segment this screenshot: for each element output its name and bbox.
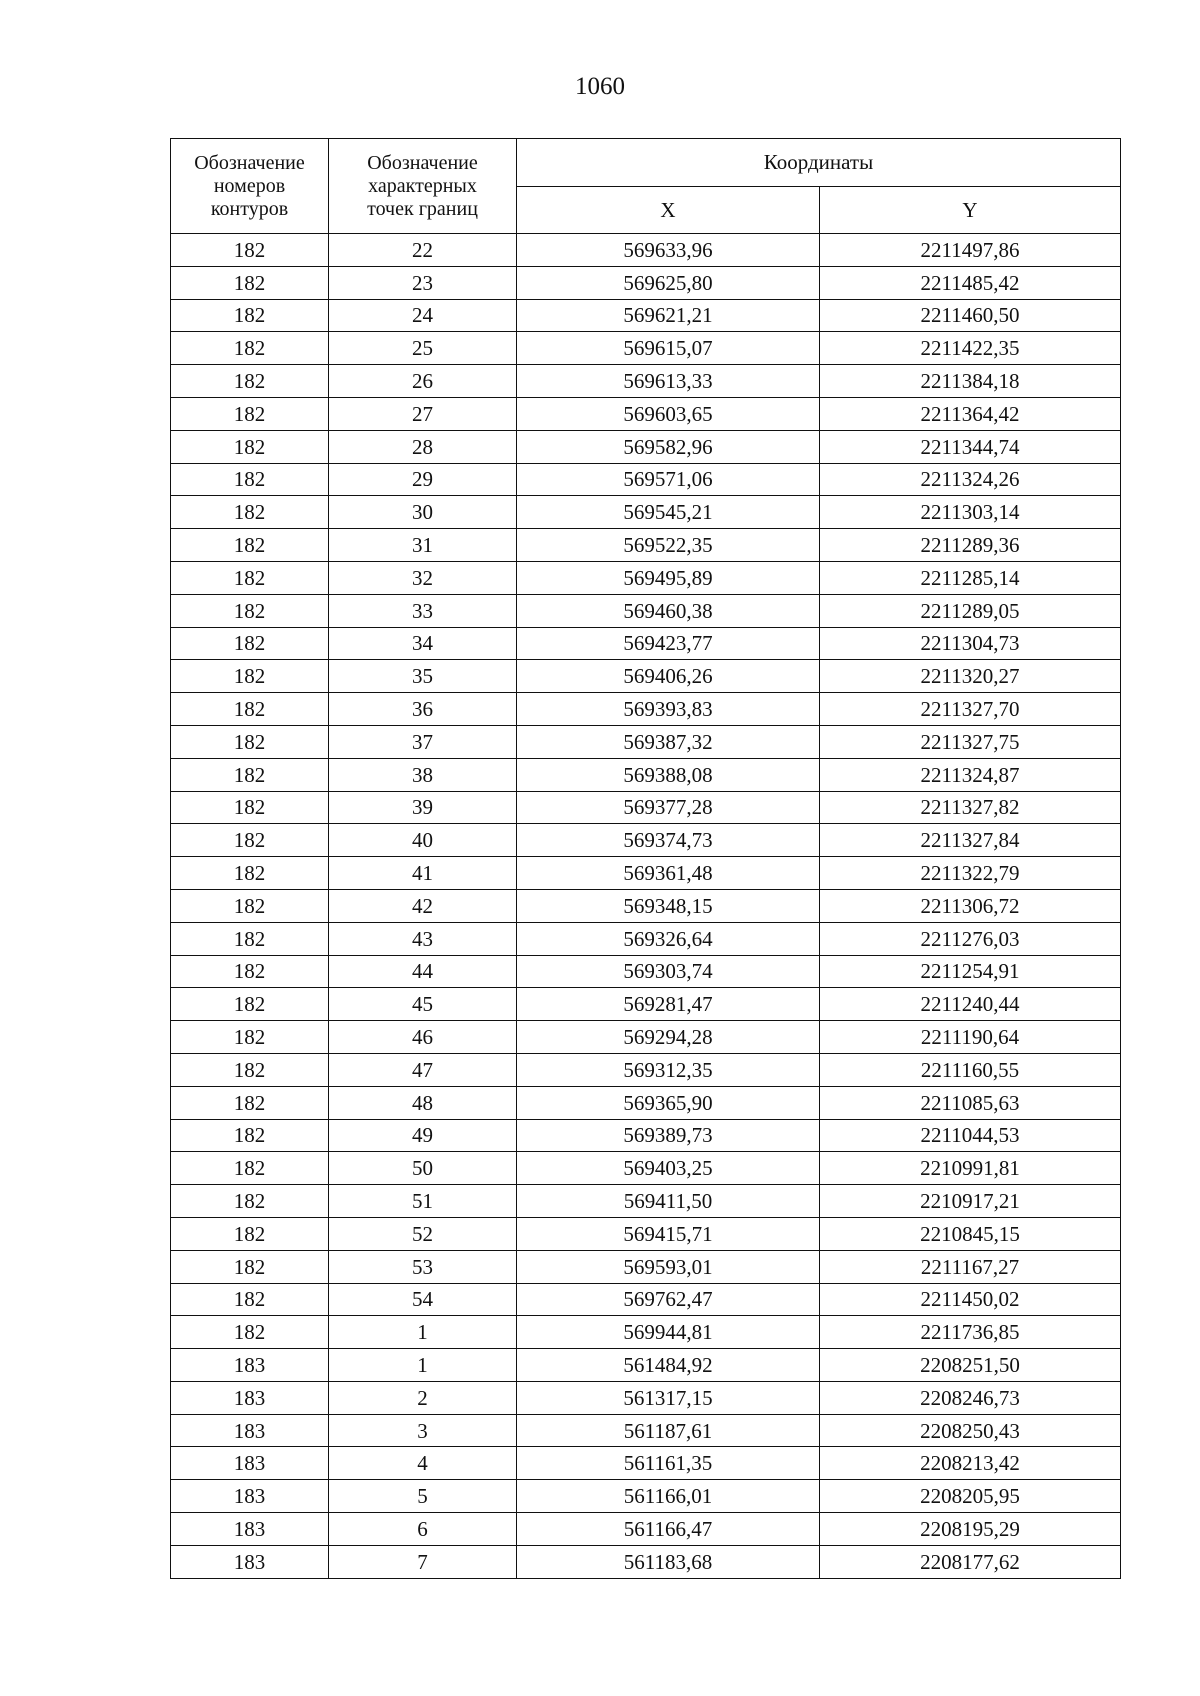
cell-x-coordinate: 569495,89 [517,561,820,594]
cell-point-number: 27 [329,397,517,430]
cell-point-number: 1 [329,1316,517,1349]
table-row [171,1381,1121,1414]
cell-contour-number: 182 [171,824,329,857]
table-row [171,725,1121,758]
table-row [171,332,1121,365]
cell-y-coordinate: 2208250,43 [820,1414,1121,1447]
cell-y-coordinate: 2211736,85 [820,1316,1121,1349]
cell-x-coordinate: 569762,47 [517,1283,820,1316]
table-row [171,627,1121,660]
cell-contour-number: 182 [171,955,329,988]
cell-x-coordinate: 569406,26 [517,660,820,693]
table-row [171,857,1121,890]
cell-y-coordinate: 2208213,42 [820,1447,1121,1480]
cell-contour-number: 182 [171,758,329,791]
cell-contour-number: 182 [171,1316,329,1349]
cell-x-coordinate: 569294,28 [517,1021,820,1054]
cell-point-number: 1 [329,1349,517,1382]
cell-contour-number: 182 [171,529,329,562]
cell-x-coordinate: 569326,64 [517,922,820,955]
table-row [171,693,1121,726]
cell-point-number: 39 [329,791,517,824]
cell-x-coordinate: 569593,01 [517,1250,820,1283]
cell-point-number: 26 [329,365,517,398]
cell-x-coordinate: 569603,65 [517,397,820,430]
table-row [171,397,1121,430]
table-row [171,1513,1121,1546]
table-row [171,1021,1121,1054]
cell-point-number: 6 [329,1513,517,1546]
cell-y-coordinate: 2211450,02 [820,1283,1121,1316]
cell-contour-number: 182 [171,299,329,332]
table-row [171,1316,1121,1349]
cell-x-coordinate: 569361,48 [517,857,820,890]
cell-point-number: 5 [329,1480,517,1513]
cell-point-number: 23 [329,266,517,299]
table-header [171,139,1121,234]
table-row [171,594,1121,627]
table-row [171,365,1121,398]
cell-contour-number: 182 [171,1021,329,1054]
cell-point-number: 2 [329,1381,517,1414]
table-row [171,824,1121,857]
cell-x-coordinate: 561183,68 [517,1545,820,1578]
cell-contour-number: 182 [171,266,329,299]
cell-x-coordinate: 569621,21 [517,299,820,332]
cell-y-coordinate: 2211276,03 [820,922,1121,955]
header-points-line-1: Обозначение [367,151,478,174]
table-row [171,660,1121,693]
cell-point-number: 3 [329,1414,517,1447]
cell-contour-number: 182 [171,365,329,398]
cell-y-coordinate: 2211322,79 [820,857,1121,890]
cell-point-number: 32 [329,561,517,594]
cell-contour-number: 182 [171,988,329,1021]
header-contour-line-2: номеров [213,174,286,197]
header-y: Y [820,187,1121,234]
cell-x-coordinate: 569633,96 [517,234,820,267]
header-contour-numbers [171,139,329,234]
cell-y-coordinate: 2211254,91 [820,955,1121,988]
cell-y-coordinate: 2211085,63 [820,1086,1121,1119]
cell-contour-number: 182 [171,1119,329,1152]
table-row [171,1349,1121,1382]
cell-y-coordinate: 2208195,29 [820,1513,1121,1546]
cell-x-coordinate: 569389,73 [517,1119,820,1152]
cell-y-coordinate: 2208205,95 [820,1480,1121,1513]
cell-point-number: 34 [329,627,517,660]
table-row [171,1283,1121,1316]
table-row [171,234,1121,267]
coordinates-table [170,138,1121,1579]
cell-y-coordinate: 2211485,42 [820,266,1121,299]
cell-y-coordinate: 2211167,27 [820,1250,1121,1283]
cell-point-number: 50 [329,1152,517,1185]
cell-y-coordinate: 2208251,50 [820,1349,1121,1382]
table-row [171,1053,1121,1086]
header-contour-line-1: Обозначение [194,151,305,174]
cell-x-coordinate: 569460,38 [517,594,820,627]
cell-y-coordinate: 2208246,73 [820,1381,1121,1414]
cell-contour-number: 182 [171,627,329,660]
cell-x-coordinate: 569374,73 [517,824,820,857]
cell-contour-number: 182 [171,397,329,430]
cell-point-number: 41 [329,857,517,890]
cell-x-coordinate: 569403,25 [517,1152,820,1185]
cell-contour-number: 182 [171,725,329,758]
table-row [171,299,1121,332]
cell-point-number: 40 [329,824,517,857]
cell-point-number: 4 [329,1447,517,1480]
table-body [171,234,1121,1579]
cell-point-number: 44 [329,955,517,988]
page-number: 1060 [575,73,625,100]
cell-y-coordinate: 2211327,70 [820,693,1121,726]
cell-point-number: 30 [329,496,517,529]
cell-y-coordinate: 2211303,14 [820,496,1121,529]
table-row [171,1480,1121,1513]
cell-x-coordinate: 569944,81 [517,1316,820,1349]
cell-point-number: 35 [329,660,517,693]
cell-x-coordinate: 569415,71 [517,1217,820,1250]
cell-y-coordinate: 2211327,82 [820,791,1121,824]
cell-x-coordinate: 561317,15 [517,1381,820,1414]
cell-point-number: 24 [329,299,517,332]
cell-x-coordinate: 569582,96 [517,430,820,463]
cell-contour-number: 182 [171,1283,329,1316]
cell-contour-number: 183 [171,1414,329,1447]
cell-y-coordinate: 2211306,72 [820,889,1121,922]
cell-x-coordinate: 569615,07 [517,332,820,365]
cell-point-number: 22 [329,234,517,267]
cell-contour-number: 182 [171,693,329,726]
cell-x-coordinate: 569377,28 [517,791,820,824]
cell-contour-number: 182 [171,1217,329,1250]
header-contour-line-3: контуров [210,197,289,220]
header-points-line-3: точек границ [367,197,478,220]
table-row [171,496,1121,529]
cell-y-coordinate: 2210991,81 [820,1152,1121,1185]
cell-y-coordinate: 2211497,86 [820,234,1121,267]
cell-y-coordinate: 2211240,44 [820,988,1121,1021]
cell-y-coordinate: 2211320,27 [820,660,1121,693]
cell-point-number: 47 [329,1053,517,1086]
cell-y-coordinate: 2211327,75 [820,725,1121,758]
cell-contour-number: 183 [171,1349,329,1382]
table-row [171,561,1121,594]
cell-point-number: 49 [329,1119,517,1152]
table-row [171,1447,1121,1480]
cell-point-number: 38 [329,758,517,791]
table-row [171,955,1121,988]
cell-contour-number: 182 [171,496,329,529]
cell-y-coordinate: 2211044,53 [820,1119,1121,1152]
table-row [171,266,1121,299]
cell-point-number: 51 [329,1185,517,1218]
cell-contour-number: 182 [171,430,329,463]
table-row [171,529,1121,562]
cell-x-coordinate: 569393,83 [517,693,820,726]
cell-y-coordinate: 2211324,87 [820,758,1121,791]
cell-x-coordinate: 561161,35 [517,1447,820,1480]
cell-y-coordinate: 2211327,84 [820,824,1121,857]
cell-x-coordinate: 569545,21 [517,496,820,529]
cell-x-coordinate: 569423,77 [517,627,820,660]
cell-contour-number: 182 [171,857,329,890]
table-row [171,1119,1121,1152]
cell-point-number: 29 [329,463,517,496]
cell-point-number: 52 [329,1217,517,1250]
cell-y-coordinate: 2211384,18 [820,365,1121,398]
cell-x-coordinate: 569348,15 [517,889,820,922]
cell-point-number: 25 [329,332,517,365]
cell-y-coordinate: 2211190,64 [820,1021,1121,1054]
cell-contour-number: 183 [171,1545,329,1578]
table-row [171,889,1121,922]
cell-x-coordinate: 569411,50 [517,1185,820,1218]
cell-x-coordinate: 569303,74 [517,955,820,988]
cell-y-coordinate: 2211285,14 [820,561,1121,594]
header-boundary-points [329,139,517,234]
cell-x-coordinate: 569625,80 [517,266,820,299]
cell-y-coordinate: 2211289,36 [820,529,1121,562]
cell-y-coordinate: 2211324,26 [820,463,1121,496]
cell-x-coordinate: 561484,92 [517,1349,820,1382]
cell-point-number: 36 [329,693,517,726]
cell-contour-number: 182 [171,1086,329,1119]
cell-y-coordinate: 2211289,05 [820,594,1121,627]
header-row-top [171,139,1121,187]
cell-y-coordinate: 2211304,73 [820,627,1121,660]
cell-y-coordinate: 2211364,42 [820,397,1121,430]
header-x: X [517,187,820,234]
cell-point-number: 28 [329,430,517,463]
table-row [171,1185,1121,1218]
cell-x-coordinate: 569387,32 [517,725,820,758]
table-row [171,758,1121,791]
cell-point-number: 46 [329,1021,517,1054]
cell-point-number: 54 [329,1283,517,1316]
table-row [171,922,1121,955]
cell-point-number: 33 [329,594,517,627]
header-coordinates: Координаты [517,139,1121,187]
cell-x-coordinate: 569365,90 [517,1086,820,1119]
cell-point-number: 53 [329,1250,517,1283]
cell-y-coordinate: 2211160,55 [820,1053,1121,1086]
cell-x-coordinate: 561187,61 [517,1414,820,1447]
cell-contour-number: 182 [171,561,329,594]
cell-x-coordinate: 561166,01 [517,1480,820,1513]
cell-point-number: 37 [329,725,517,758]
cell-point-number: 45 [329,988,517,1021]
table-row [171,1217,1121,1250]
cell-y-coordinate: 2211344,74 [820,430,1121,463]
table-row [171,791,1121,824]
cell-contour-number: 182 [171,889,329,922]
cell-contour-number: 182 [171,1185,329,1218]
cell-x-coordinate: 569388,08 [517,758,820,791]
cell-contour-number: 182 [171,234,329,267]
cell-x-coordinate: 569281,47 [517,988,820,1021]
cell-x-coordinate: 569522,35 [517,529,820,562]
cell-x-coordinate: 561166,47 [517,1513,820,1546]
cell-point-number: 48 [329,1086,517,1119]
cell-y-coordinate: 2211422,35 [820,332,1121,365]
cell-x-coordinate: 569312,35 [517,1053,820,1086]
cell-point-number: 7 [329,1545,517,1578]
table-row [171,1152,1121,1185]
cell-contour-number: 183 [171,1513,329,1546]
cell-contour-number: 182 [171,1152,329,1185]
cell-contour-number: 182 [171,1250,329,1283]
cell-y-coordinate: 2211460,50 [820,299,1121,332]
table-row [171,463,1121,496]
table-row [171,1545,1121,1578]
cell-contour-number: 183 [171,1480,329,1513]
table-row [171,430,1121,463]
cell-contour-number: 183 [171,1447,329,1480]
cell-contour-number: 182 [171,1053,329,1086]
cell-contour-number: 182 [171,332,329,365]
table-row [171,1414,1121,1447]
header-points-line-2: характерных [368,174,477,197]
table-row [171,1086,1121,1119]
cell-point-number: 42 [329,889,517,922]
cell-y-coordinate: 2210917,21 [820,1185,1121,1218]
cell-y-coordinate: 2210845,15 [820,1217,1121,1250]
cell-contour-number: 182 [171,791,329,824]
table-row [171,1250,1121,1283]
table-row [171,988,1121,1021]
cell-point-number: 31 [329,529,517,562]
cell-contour-number: 182 [171,660,329,693]
cell-y-coordinate: 2208177,62 [820,1545,1121,1578]
cell-point-number: 43 [329,922,517,955]
cell-x-coordinate: 569613,33 [517,365,820,398]
cell-contour-number: 182 [171,594,329,627]
cell-contour-number: 182 [171,463,329,496]
cell-contour-number: 182 [171,922,329,955]
cell-contour-number: 183 [171,1381,329,1414]
cell-x-coordinate: 569571,06 [517,463,820,496]
